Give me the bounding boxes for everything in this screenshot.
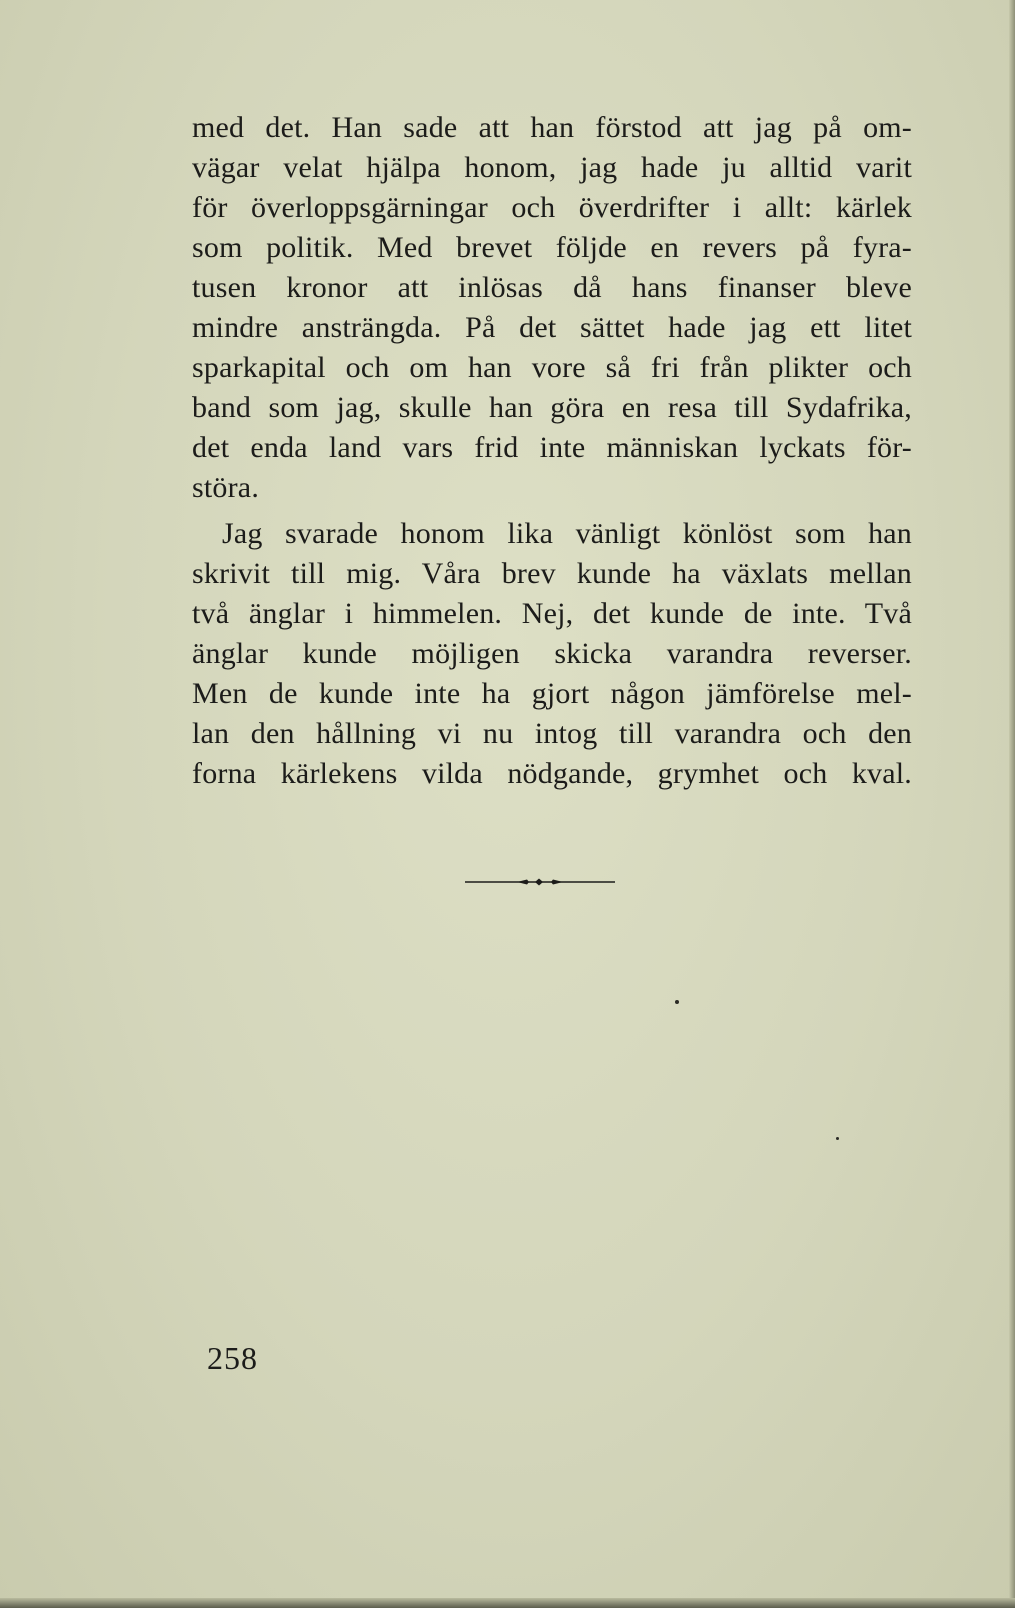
text-line: vägar velat hjälpa honom, jag hade ju alltid varit: [192, 151, 912, 184]
page-edge-bottom: [0, 1598, 1015, 1608]
text-line: sparkapital och om han vore så fri från plikter och: [192, 351, 912, 384]
page-number: 258: [207, 1340, 258, 1376]
text-line: som politik. Med brevet följde en revers på fyra-: [192, 231, 912, 264]
text-line: två änglar i himmelen. Nej, det kunde de inte. Två: [192, 597, 912, 630]
text-line: för överloppsgärningar och överdrifter i allt: kärlek: [192, 191, 912, 224]
paper-speck: [836, 1137, 839, 1140]
body-text: [192, 108, 912, 794]
text-line: mindre ansträngda. På det sättet hade jag ett litet: [192, 311, 912, 344]
text-line: lan den hållning vi nu intog till varandra och den: [192, 717, 912, 750]
text-line: skrivit till mig. Våra brev kunde ha växlats mellan: [192, 557, 912, 590]
text-line: Men de kunde inte ha gjort någon jämförelse mel-: [192, 677, 912, 710]
text-line: med det. Han sade att han förstod att jag på om-: [192, 111, 912, 144]
text-line: band som jag, skulle han göra en resa till Sydafrika,: [192, 391, 912, 424]
text-line: änglar kunde möjligen skicka varandra reverser.: [192, 637, 912, 670]
rule-with-diamonds-ornament: [465, 877, 615, 887]
text-line: det enda land vars frid inte människan lyckats för-: [192, 431, 912, 464]
text-line: Jag svarade honom lika vänligt könlöst som han: [222, 517, 912, 550]
page-edge-right: [1009, 0, 1015, 1608]
text-line: störa.: [192, 471, 260, 504]
text-line: forna kärlekens vilda nödgande, grymhet och kval.: [192, 757, 912, 790]
paragraph-2: [192, 508, 912, 794]
paragraph-1: [192, 108, 912, 508]
text-line: tusen kronor att inlösas då hans finanser bleve: [192, 271, 912, 304]
paper-speck: [675, 1000, 679, 1004]
